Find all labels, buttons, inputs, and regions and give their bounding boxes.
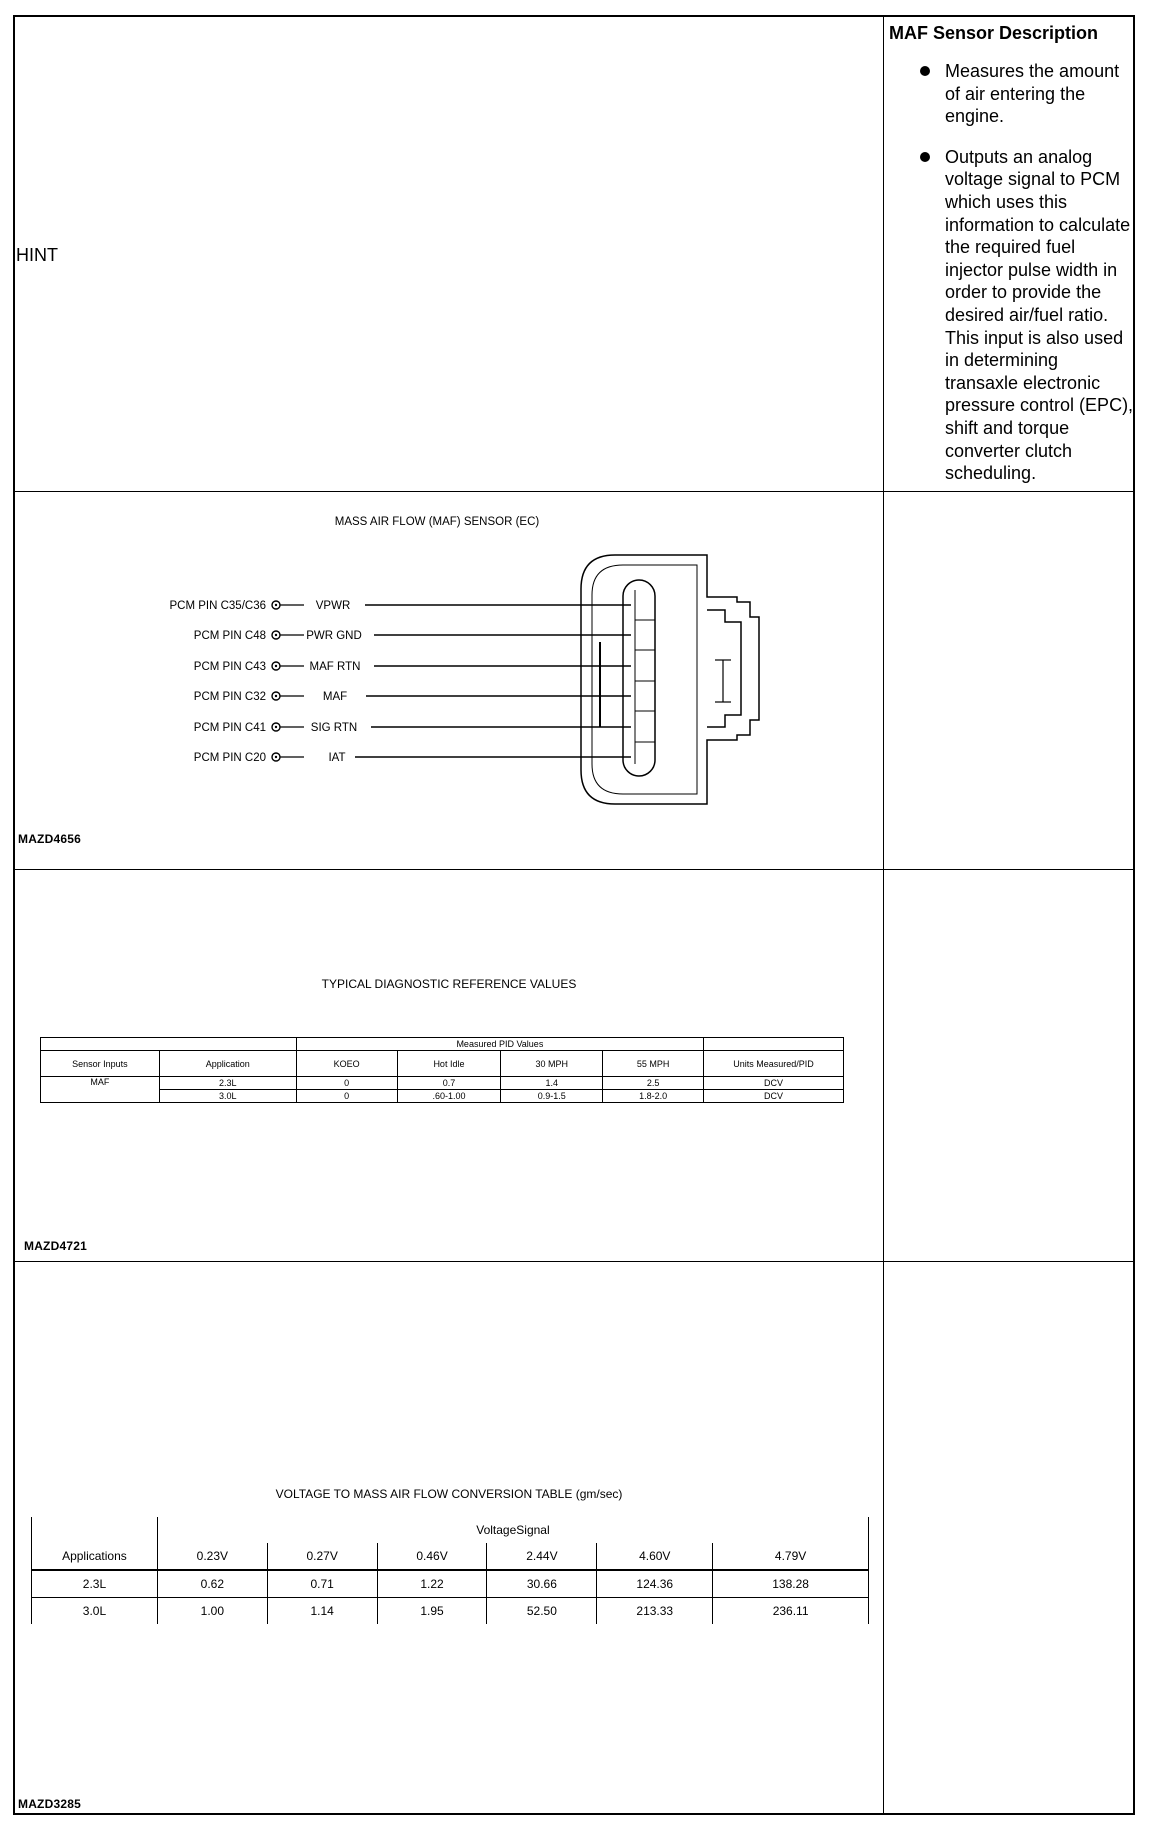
sensor-cell: MAF: [41, 1077, 160, 1103]
table-corner-cell: [41, 1038, 297, 1051]
pin-row: [194, 661, 631, 673]
table-row: [41, 1090, 844, 1103]
column-header: Sensor Inputs: [41, 1051, 160, 1077]
conversion-table-figure: [15, 1262, 883, 1817]
column-header: 0.23V: [157, 1543, 267, 1570]
table-cell: 3.0L: [32, 1598, 158, 1625]
description-bullet: Outputs an analog voltage signal to PCM which uses this information to calculate the required fuel injector pulse width in order to provide the desired air/fuel ratio. This input is also used in determining transaxle electronic pressure control (EPC), shift and torque converter clutch scheduling.: [889, 146, 1134, 485]
table-cell: 2.3L: [32, 1570, 158, 1598]
signal-label: PWR GND: [306, 630, 362, 642]
column-header: 4.60V: [597, 1543, 713, 1570]
table-cell: 0.62: [157, 1570, 267, 1598]
table-corner-cell: [32, 1517, 158, 1543]
table-empty-cell: [704, 1038, 844, 1051]
column-header: 55 MPH: [603, 1051, 704, 1077]
pin-row: [169, 600, 631, 612]
pin-label: PCM PIN C32: [193, 691, 266, 703]
figure1-title: MASS AIR FLOW (MAF) SENSOR (EC): [334, 516, 540, 528]
column-header: Applications: [32, 1543, 158, 1570]
table-cell: 52.50: [487, 1598, 597, 1625]
reference-values-table: [40, 1037, 844, 1103]
pin-row: [194, 722, 631, 734]
pin-row: [194, 752, 631, 764]
table-cell: 0: [296, 1077, 397, 1090]
column-header: Hot Idle: [397, 1051, 501, 1077]
column-header: Application: [159, 1051, 296, 1077]
table-cell: 2.3L: [159, 1077, 296, 1090]
table-row: [32, 1598, 869, 1625]
figure1-code: MAZD4656: [18, 832, 81, 846]
table-cell: 1.4: [501, 1077, 603, 1090]
pin-list: [169, 600, 631, 764]
pin-label: PCM PIN C41: [193, 722, 266, 734]
table-cell: 30.66: [487, 1570, 597, 1598]
maf-description: [889, 23, 1134, 503]
column-header: 0.27V: [267, 1543, 377, 1570]
table-cell: 0.71: [267, 1570, 377, 1598]
table-cell: 0.7: [397, 1077, 501, 1090]
hint-label: HINT: [16, 245, 58, 265]
signal-label: VPWR: [315, 600, 351, 612]
signal-label: MAF: [322, 691, 348, 703]
table-row: [41, 1077, 844, 1090]
pin-label: PCM PIN C43: [193, 661, 266, 673]
table-cell: DCV: [704, 1090, 844, 1103]
pin-row: [194, 630, 631, 642]
table-cell: 3.0L: [159, 1090, 296, 1103]
column-header: 30 MPH: [501, 1051, 603, 1077]
column-header: 2.44V: [487, 1543, 597, 1570]
table-row: [32, 1570, 869, 1598]
figure3-code: MAZD3285: [18, 1797, 81, 1811]
description-title: MAF Sensor Description: [889, 23, 1099, 43]
column-header: 0.46V: [377, 1543, 487, 1570]
table-cell: 1.8-2.0: [603, 1090, 704, 1103]
table-cell: .60-1.00: [397, 1090, 501, 1103]
column-divider: [883, 17, 884, 1813]
document-frame: [13, 15, 1135, 1815]
table-cell: 138.28: [713, 1570, 869, 1598]
pin-label: PCM PIN C48: [193, 630, 266, 642]
table-cell: 124.36: [597, 1570, 713, 1598]
figure2-title: TYPICAL DIAGNOSTIC REFERENCE VALUES: [321, 977, 577, 991]
connector-icon: [581, 555, 759, 804]
description-list: [889, 60, 1134, 485]
table-cell: 1.22: [377, 1570, 487, 1598]
table-cell: 1.00: [157, 1598, 267, 1625]
pin-label: PCM PIN C35/C36: [169, 600, 266, 612]
column-header: Units Measured/PID: [704, 1051, 844, 1077]
table-cell: 1.14: [267, 1598, 377, 1625]
column-header: KOEO: [296, 1051, 397, 1077]
table-group-header: VoltageSignal: [157, 1517, 868, 1543]
table-cell: 236.11: [713, 1598, 869, 1625]
connector-diagram: [15, 492, 883, 869]
table-cell: 213.33: [597, 1598, 713, 1625]
table-cell: 0.9-1.5: [501, 1090, 603, 1103]
signal-label: IAT: [328, 752, 346, 764]
table-cell: DCV: [704, 1077, 844, 1090]
maf-connector-figure: [15, 492, 883, 869]
signal-label: SIG RTN: [310, 722, 358, 734]
reference-values-figure: [15, 870, 883, 1261]
figure2-code: MAZD4721: [24, 1239, 87, 1253]
conversion-table: [31, 1517, 869, 1624]
table-group-header: Measured PID Values: [296, 1038, 703, 1051]
description-bullet: Measures the amount of air entering the engine.: [889, 60, 1134, 128]
column-header: 4.79V: [713, 1543, 869, 1570]
pin-label: PCM PIN C20: [193, 752, 266, 764]
table-cell: 1.95: [377, 1598, 487, 1625]
pin-row: [194, 691, 631, 703]
signal-label: MAF RTN: [309, 661, 361, 673]
figure3-title: VOLTAGE TO MASS AIR FLOW CONVERSION TABLE (gm/sec): [275, 1487, 623, 1501]
table-cell: 0: [296, 1090, 397, 1103]
table-cell: 2.5: [603, 1077, 704, 1090]
